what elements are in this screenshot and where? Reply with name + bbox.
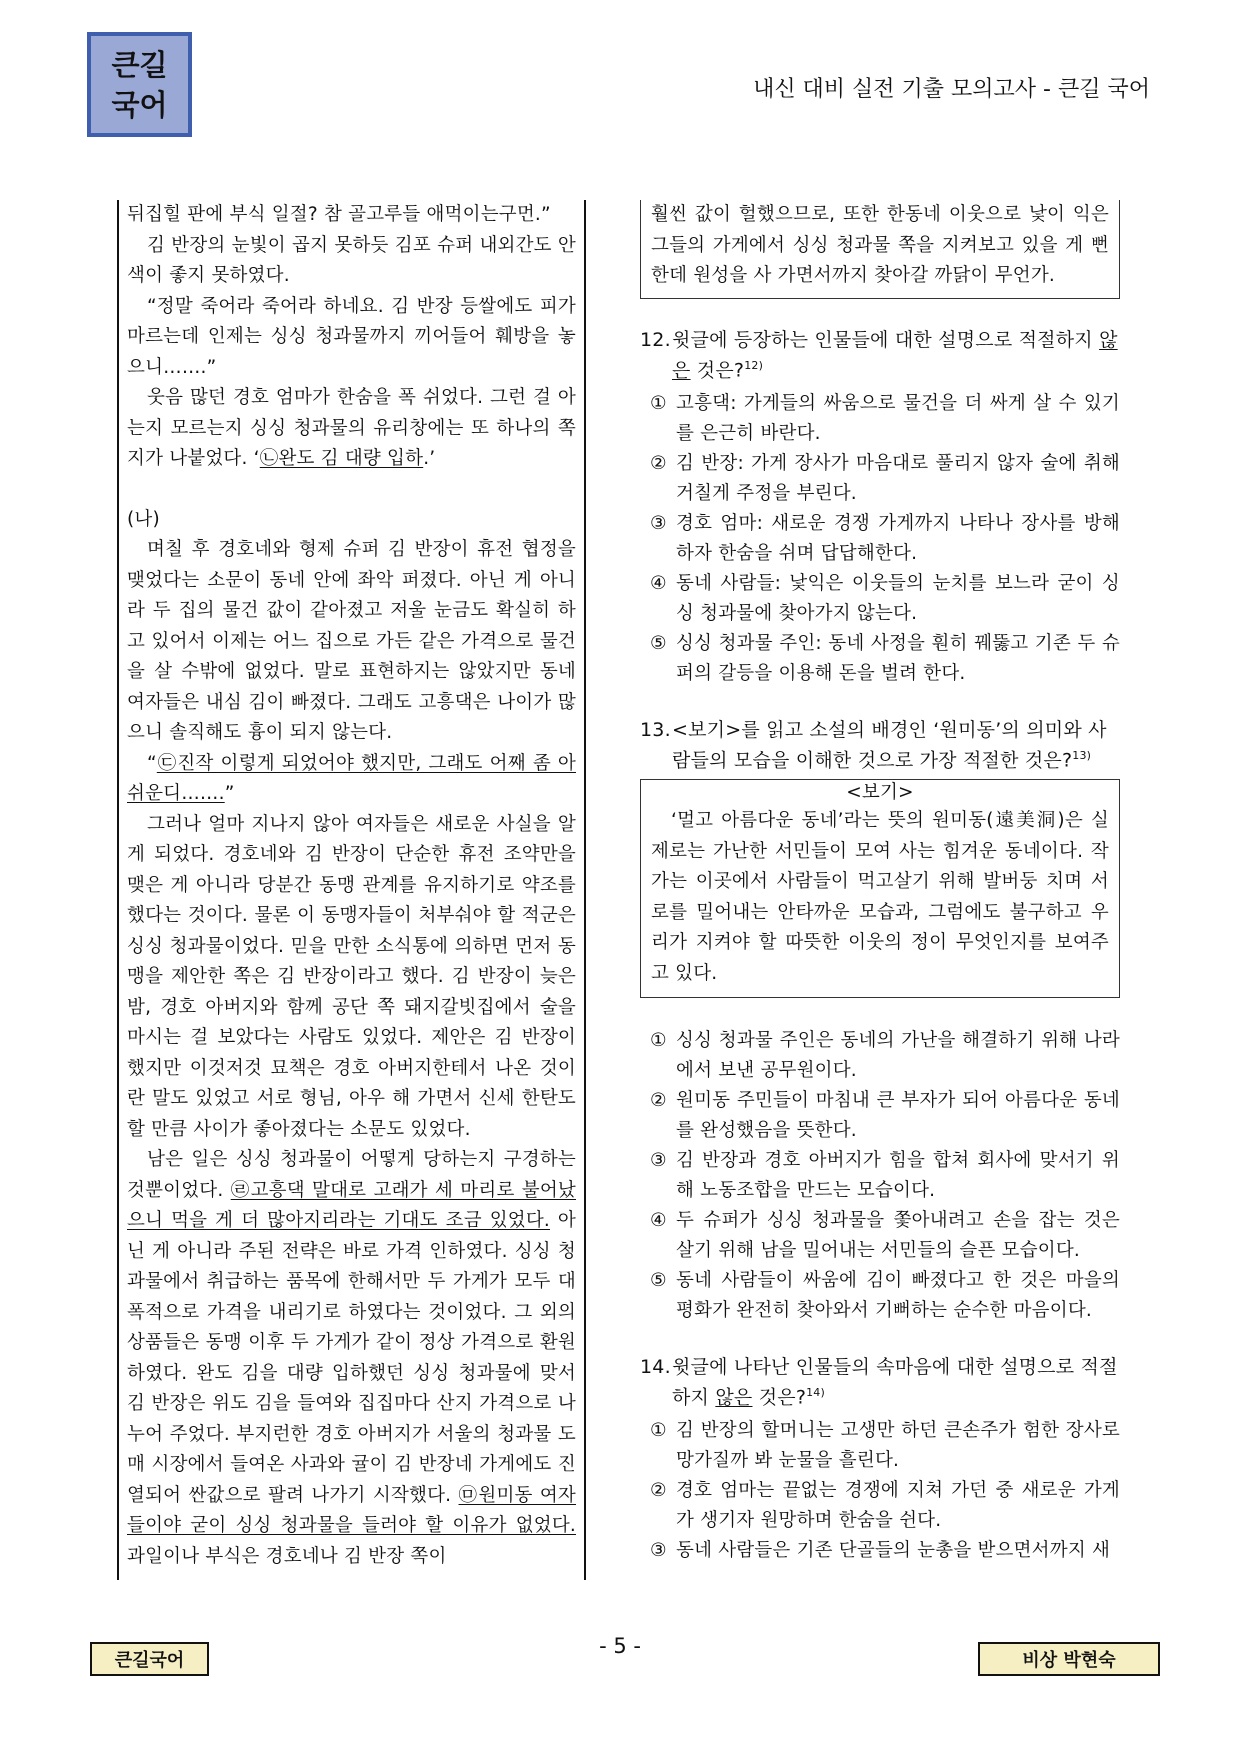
option-3[interactable]: ③ 경호 엄마: 새로운 경쟁 가게까지 나타나 장사를 방해하자 한숨을 쉬며 답답해한다. (650, 512, 1120, 564)
right-column (640, 200, 1120, 1570)
passage-paragraph: 김 반장의 눈빛이 곱지 못하듯 김포 슈퍼 내외간도 안색이 좋지 못하였다. (127, 234, 576, 286)
passage-paragraph: 웃음 많던 경호 엄마가 한숨을 폭 쉬었다. 그런 걸 아는지 모르는지 싱싱 청과물의 유리창에는 또 하나의 쪽지가 나붙었다. ‘㉡완도 김 대량 입하.’ (127, 387, 576, 469)
footnote-ref: 14) (806, 1386, 825, 1400)
option-2[interactable]: ② 김 반장: 가게 장사가 마음대로 풀리지 않자 술에 취해 거칠게 주정을 부린다. (650, 452, 1120, 504)
section-marker: (나) (127, 508, 160, 530)
option-3[interactable]: ③ 김 반장과 경호 아버지가 힘을 합쳐 회사에 맞서기 위해 노동조합을 만드는 모습이다. (650, 1150, 1120, 1202)
footer-brand: 큰길국어 (90, 1642, 209, 1676)
underlined-phrase-3: ㉢진작 이렇게 되었어야 했지만, 그래도 어째 좀 아쉬운디……. (127, 752, 576, 804)
passage-paragraph: 뒤집힐 판에 부식 일절? 참 골고루들 애먹이는구먼.” (127, 204, 551, 225)
option-3[interactable]: ③ 동네 사람들은 기존 단골들의 눈총을 받으면서까지 새 (650, 1540, 1111, 1562)
underlined-phrase-2: ㉡완도 김 대량 입하 (259, 448, 424, 469)
passage-continuation-box (640, 200, 1120, 299)
option-4[interactable]: ④ 동네 사람들: 낯익은 이웃들의 눈치를 보느라 굳이 싱싱 청과물에 찾아가지 않는다. (650, 572, 1120, 624)
bogi-box (640, 779, 1120, 998)
passage-paragraph: “㉢진작 이렇게 되었어야 했지만, 그래도 어째 좀 아쉬운디…….” (127, 752, 576, 804)
question-number: 13. (640, 718, 671, 741)
passage-paragraph: 그러나 얼마 지나지 않아 여자들은 새로운 사실을 알게 되었다. 경호네와 김 반장이 단순한 휴전 조약만을 맺은 게 아니라 당분간 동맹 관계를 유지하기로 약조를 했다는 것이다. 물론 이 동맹자들이 처부숴야 할 적군은 싱싱 청과물이었다. 믿을 만한 소식통에 의하면 먼저 동맹을 제안한 쪽은 김 반장이라고 했다. 김 반장이 늦은 밤, 경호 아버지와 함께 공단 쪽 돼지갈빗집에서 술을 마시는 걸 보았다는 사람도 있었다. 제안은 김 반장이 했지만 이것저것 묘책은 경호 아버지한테서 나온 것이란 말도 있었고 서로 형님, 아우 해 가면서 신세 한탄도 할 만큼 사이가 좋아졌다는 소문도 있었다. (127, 813, 576, 1140)
option-1[interactable]: ① 고흥댁: 가게들의 싸움으로 물건을 더 싸게 살 수 있기를 은근히 바란다. (650, 392, 1120, 444)
passage-paragraph: “정말 죽어라 죽어라 하네요. 김 반장 등쌀에도 피가 마르는데 인제는 싱싱 청과물까지 끼어들어 훼방을 놓으니…….” (127, 295, 576, 378)
logo-line1: 큰길 (111, 47, 168, 82)
question-12: 12. 윗글에 등장하는 인물들에 대한 설명으로 적절하지 않은 것은?$^{12)}$ ① 고흥댁: 가게들의 싸움으로 물건을 더 싸게 살 수 있기를 은근히 바란다. ② 김 반장: 가게 장사가 마음대로 풀리지 않자 술에 취해 거칠게 주정을 부린다. ③ 경호 엄마: 새로운 경쟁 가게까지 나타나 장사를 방해하자 한숨을 쉬며 답답해한다. ④ 동네 사람들: 낯익은 이웃들의 눈치를 보느라 굳이 싱싱 청과물에 찾아가지 않는다. ⑤ 싱싱 청과물 주인: 동네 사정을 훤히 꿰뚫고 기존 두 슈퍼의 갈등을 이용해 돈을 벌려 한다. (640, 327, 1120, 689)
question-number: 14. (640, 1356, 671, 1379)
option-1[interactable]: ① 싱싱 청과물 주인은 동네의 가난을 해결하기 위해 나라에서 보낸 공무원이다. (650, 1030, 1120, 1082)
option-4[interactable]: ④ 두 슈퍼가 싱싱 청과물을 쫓아내려고 손을 잡는 것은 살기 위해 남을 밀어내는 서민들의 슬픈 모습이다. (650, 1210, 1120, 1262)
option-2[interactable]: ② 원미동 주민들이 마침내 큰 부자가 되어 아름다운 동네를 완성했음을 뜻한다. (650, 1090, 1120, 1142)
footnote-ref: 12) (744, 358, 764, 372)
bogi-text: ‘멀고 아름다운 동네’라는 뜻의 원미동(遠美洞)은 실제로는 가난한 서민들이 모여 사는 힘겨운 동네이다. 작가는 이곳에서 사람들이 먹고살기 위해 발버둥 치며 서로를 밀어내는 안타까운 모습과, 그럼에도 불구하고 우리가 지켜야 할 따뜻한 이웃의 정이 무엇인지를 보여주고 있다. (651, 810, 1109, 984)
passage-continuation: 훨씬 값이 헐했으므로, 또한 한동네 이웃으로 낯이 익은 그들의 가게에서 싱싱 청과물 쪽을 지켜보고 있을 게 뻔한데 원성을 사 가면서까지 찾아갈 까닭이 무언가. (651, 204, 1109, 286)
passage-paragraph: 남은 일은 싱싱 청과물이 어떻게 당하는지 구경하는 것뿐이었다. ㉣고흥댁 말대로 고래가 세 마리로 불어났으니 먹을 게 더 많아지리라는 기대도 조금 있었다. 아닌 게 아니라 주된 전략은 바로 가격 인하였다. 싱싱 청과물에서 취급하는 품목에 한해서만 두 가게가 모두 대폭적으로 가격을 내리기로 하였다는 것이었다. 그 외의 상품들은 동맹 이후 두 가게가 같이 정상 가격으로 환원하였다. 완도 김을 대량 입하했던 싱싱 청과물에 맞서 김 반장은 위도 김을 들여와 집집마다 산지 가격으로 나누어 주었다. 부지런한 경호 아버지가 서울의 청과물 도매 시장에서 들여온 사과와 귤이 김 반장네 가게에도 진열되어 싼값으로 팔려 나가기 시작했다. ㉤원미동 여자들이야 굳이 싱싱 청과물을 들러야 할 이유가 없었다. 과일이나 부식은 경호네나 김 반장 쪽이 (127, 1149, 577, 1567)
bogi-label: <보기> (846, 782, 914, 804)
option-5[interactable]: ⑤ 동네 사람들이 싸움에 김이 빠졌다고 한 것은 마을의 평화가 완전히 찾아와서 기뻐하는 순수한 마음이다. (650, 1270, 1120, 1322)
underlined-phrase-5: ㉤원미동 여자들이야 굳이 싱싱 청과물을 들러야 할 이유가 없었다. (127, 1484, 577, 1536)
logo (87, 32, 192, 137)
header-title: 내신 대비 실전 기출 모의고사 - 큰길 국어 (753, 77, 1150, 102)
question-13: 13. <보기>를 읽고 소설의 배경인 ‘원미동’의 의미와 사람들의 모습을 이해한 것으로 가장 적절한 것은?$^{13)}$ <보기> ‘멀고 아름다운 동네’라는 뜻의 원미동(遠美洞)은 실제로는 가난한 서민들이 모여 사는 힘겨운 동네이다. 작가는 이곳에서 사람들이 먹고살기 위해 발버둥 치며 서로를 밀어내는 안타까운 모습과, 그럼에도 불구하고 우리가 지켜야 할 따뜻한 이웃의 정이 무엇인지를 보여주고 있다. ① 싱싱 청과물 주인은 동네의 가난을 해결하기 위해 나라에서 보낸 공무원이다. ② 원미동 주민들이 마침내 큰 부자가 되어 아름다운 동네를 완성했음을 뜻한다. ③ 김 반장과 경호 아버지가 힘을 합쳐 회사에 맞서기 위해 노동조합을 만드는 모습이다. ④ 두 슈퍼가 싱싱 청과물을 쫓아내려고 손을 잡는 것은 살기 위해 남을 밀어내는 서민들의 슬픈 모습이다. ⑤ 동네 사람들이 싸움에 김이 빠졌다고 한 것은 마을의 평화가 완전히 찾아와서 기뻐하는 순수한 마음이다. (640, 717, 1120, 1326)
logo-line2: 국어 (111, 87, 168, 122)
question-14: 14. 윗글에 나타난 인물들의 속마음에 대한 설명으로 적절하지 않은 것은?$^{14)}$ ① 김 반장의 할머니는 고생만 하던 큰손주가 험한 장사로 망가질까 봐 눈물을 흘린다. ② 경호 엄마는 끝없는 경쟁에 지쳐 가던 중 새로운 가게가 생기자 원망하며 한숨을 쉰다. ③ 동네 사람들은 기존 단골들의 눈총을 받으면서까지 새 (640, 1354, 1120, 1566)
option-5[interactable]: ⑤ 싱싱 청과물 주인: 동네 사정을 훤히 꿰뚫고 기존 두 슈퍼의 갈등을 이용해 돈을 벌려 한다. (650, 632, 1120, 684)
option-2[interactable]: ② 경호 엄마는 끝없는 경쟁에 지쳐 가던 중 새로운 가게가 생기자 원망하며 한숨을 쉰다. (650, 1480, 1120, 1532)
footer-publisher: 비상 박현숙 (978, 1642, 1160, 1676)
footnote-ref: 13) (1072, 748, 1092, 762)
page-number: - 5 - (599, 1634, 641, 1658)
underlined-phrase-4: ㉣고흥댁 말대로 고래가 세 마리로 불어났으니 먹을 게 더 많아지리라는 기대도 조금 있었다. (127, 1179, 576, 1231)
option-1[interactable]: ① 김 반장의 할머니는 고생만 하던 큰손주가 험한 장사로 망가질까 봐 눈물을 흘린다. (650, 1420, 1120, 1472)
left-column (117, 200, 586, 1580)
passage-paragraph: 며칠 후 경호네와 형제 슈퍼 김 반장이 휴전 협정을 맺었다는 소문이 동네 안에 좌악 퍼졌다. 아닌 게 아니라 두 집의 물건 값이 같아졌고 저울 눈금도 확실히 하고 있어서 이제는 어느 집으로 가든 같은 가격으로 물건을 살 수밖에 없었다. 말로 표현하지는 않았지만 동네 여자들은 내심 김이 빠졌다. 그래도 고흥댁은 나이가 많으니 솔직해도 흉이 되지 않는다. (127, 539, 576, 743)
question-number: 12. (640, 328, 671, 351)
